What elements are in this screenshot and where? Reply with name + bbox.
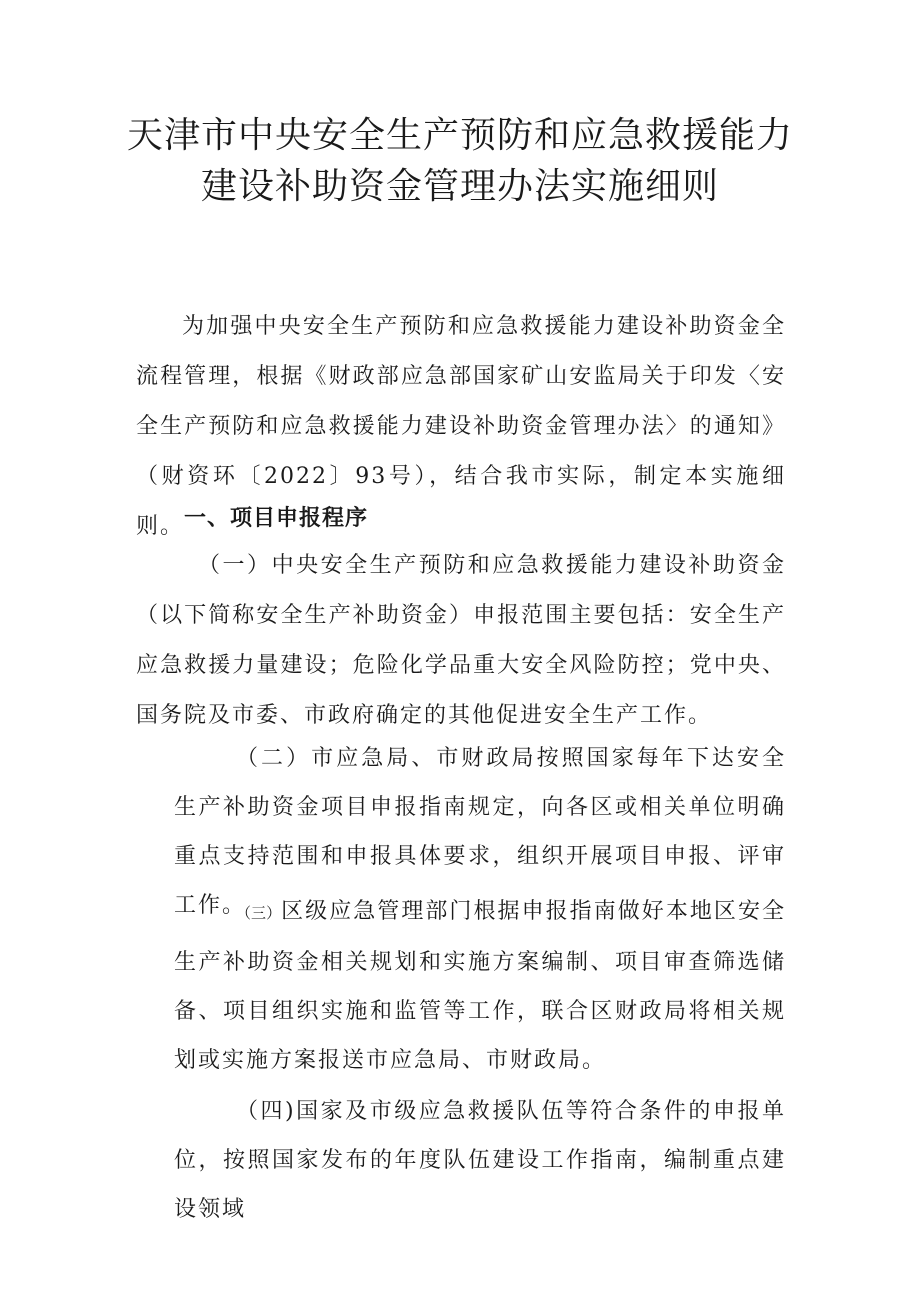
- item-3-paragraph: [174, 887, 786, 1085]
- item-1-paragraph: （一）中央安全生产预防和应急救援能力建设补助资金（以下简称安全生产补助资金）申报范围主要包括：安全生产应急救援力量建设；危险化学品重大安全风险防控；党中央、国务院及市委、市政府确定的其他促进安全生产工作。: [136, 553, 786, 728]
- item-4-paragraph: （四)国家及市级应急救援队伍等符合条件的申报单位，按照国家发布的年度队伍建设工作指南，编制重点建设领域: [174, 1099, 786, 1222]
- intro-paragraph: 为加强中央安全生产预防和应急救援能力建设补助资金全流程管理，根据《财政部应急部国家矿山安监局关于印发〈安全生产预防和应急救援能力建设补助资金管理办法〉的通知》（财资环〔2022〕93号），结合我市实际，制定本实施细则。: [136, 314, 786, 539]
- item-2-paragraph: （二）市应急局、市财政局按照国家每年下达安全生产补助资金项目申报指南规定，向各区或相关单位明确重点支持范围和申报具体要求，组织开展项目申报、评审工作。: [174, 746, 786, 918]
- section-heading-1: 一、项目申报程序: [184, 506, 369, 531]
- item-3-text: 区级应急管理部门根据申报指南做好本地区安全生产补助资金相关规划和实施方案编制、项目审查筛选储备、项目组织实施和监管等工作，联合区财政局将相关规划或实施方案报送市应急局、市财政局。: [174, 899, 786, 1073]
- item-3-marker: （三）: [236, 904, 282, 922]
- document-title-line-2: 建设补助资金管理办法实施细则: [200, 166, 719, 207]
- document-title-line-1: 天津市中央安全生产预防和应急救援能力: [126, 115, 793, 156]
